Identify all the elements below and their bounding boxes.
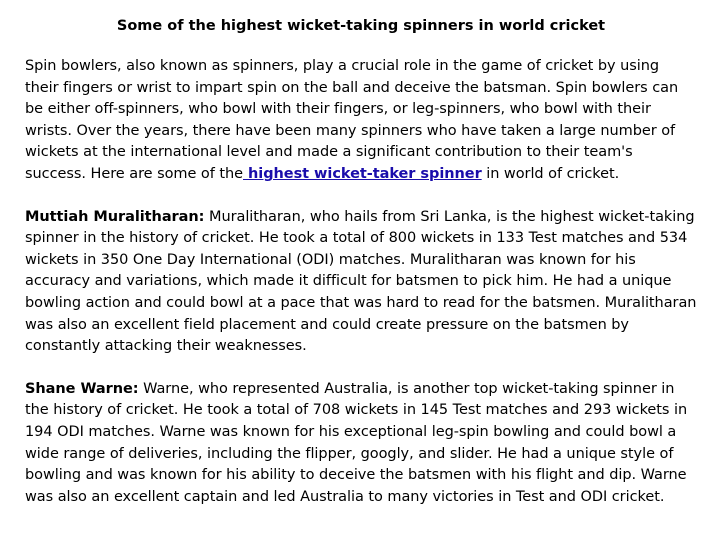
player-text-warne: Warne, who represented Australia, is another top wicket-taking spinner in the history of cricket. He took a total of 708 wickets in 145 Test matches and 293 wickets in 194 ODI matches. Warne was known for his exceptional leg-spin bowling and could bowl a wide range of deliveries, including the flipper, googly, and slider. He had a unique style of bowling and was known for his ability to deceive the batsmen with his flight and dip. Warne was also an excellent captain and led Australia to many victories in Test and ODI cricket.: [25, 380, 688, 505]
player-name-warne: Shane Warne:: [25, 380, 139, 397]
player-text-muralitharan: Muralitharan, who hails from Sri Lanka, is the highest wicket-taking spinner in the history of cricket. He took a total of 800 wickets in 133 Test matches and 534 wickets in 350 One Day International (ODI) matches. Muralitharan was known for his accuracy and variations, which made it difficult for batsmen to pick him. He had a unique bowling action and could bowl at a pace that was hard to read for the batsmen. Muralitharan was also an excellent field placement and could create pressure on the batsmen by constantly attacking their weaknesses.: [25, 208, 697, 355]
highest-wicket-taker-link[interactable]: highest wicket-taker spinner: [243, 165, 482, 182]
player-paragraph-warne: [25, 379, 697, 509]
intro-text: Spin bowlers, also known as spinners, play a crucial role in the game of cricket by using their fingers or wrist to impart spin on the ball and deceive the batsman. Spin bowlers can be either off-spinners, who bowl with their fingers, or leg-spinners, who bowl with their wrists. Over the years, there have been many spinners who have taken a large number of wickets at the international level and made a significant contribution to their team's success. Here are some of the: [25, 58, 679, 182]
player-paragraph-muralitharan: [25, 207, 697, 358]
intro-paragraph: [25, 56, 697, 186]
page-title: Some of the highest wicket-taking spinners in world cricket: [116, 18, 606, 34]
intro-text-end: in world of cricket.: [481, 165, 620, 182]
player-name-muralitharan: Muttiah Muralitharan:: [25, 208, 205, 225]
document-page: [25, 15, 697, 529]
